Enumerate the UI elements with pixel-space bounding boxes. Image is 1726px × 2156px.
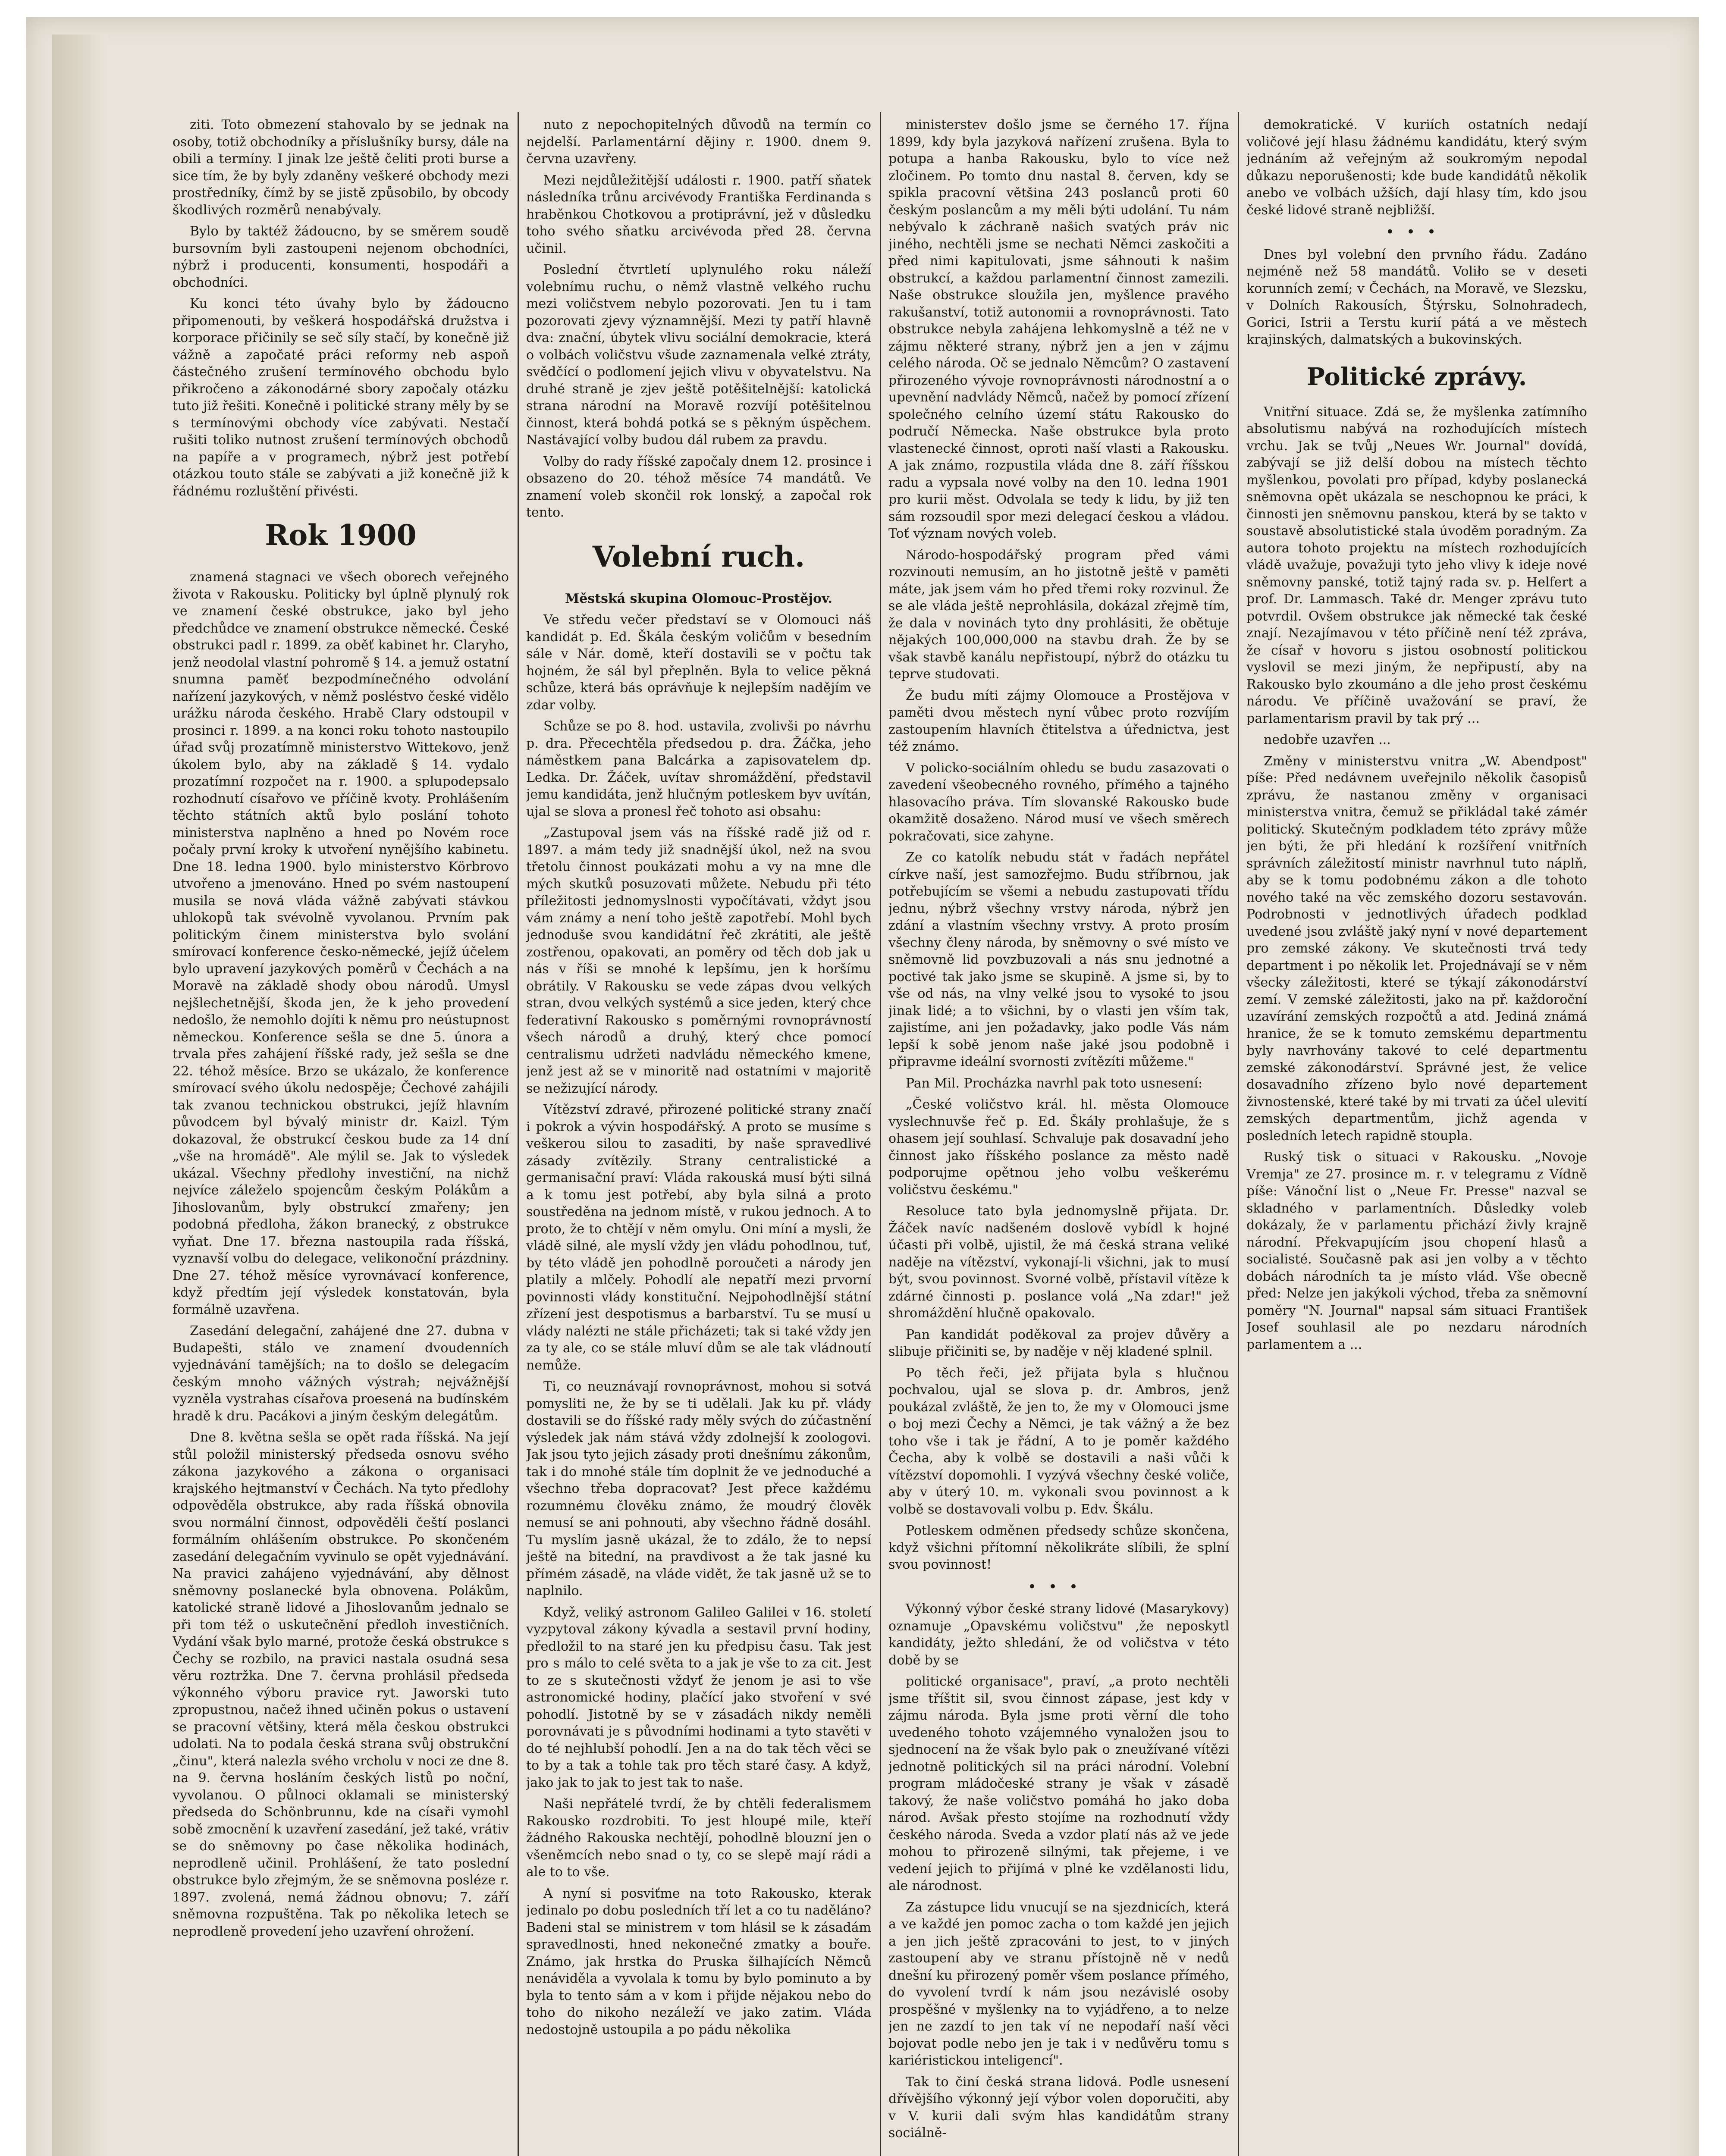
column-1: [173, 116, 509, 2156]
paragraph: Volby do rady říšské započaly dnem 12. prosince i obsazeno do 20. téhož měsíce 74 mandátů. Ve znamení voleb skončil rok lonský, a započal rok tento.: [526, 454, 871, 520]
paragraph: Bylo by taktéž žádoucno, by se směrem soudě bursovním byli zastoupeni nejenom obchodníci, nýbrž i producenti, konsumenti, hospodáři a obchodníci.: [173, 224, 509, 290]
paragraph: Resoluce tato byla jednomyslně přijata. Dr. Žáček navíc nadšeném doslově vybídl k hojné účasti při volbě, ujistil, že má česká strana veliké naděje na vítězství, vykonají-li všichni, jak to musí být, svou povinnost. Svorné volbě, přístavil vítěze k zdárné činnosti p. poslance volá „Na zdar!" jež shromáždění hlučně opakovalo.: [888, 1203, 1229, 1321]
section-divider-dots: •••: [1027, 1578, 1090, 1595]
column-2: [526, 116, 871, 2156]
paragraph: Pan kandidát poděkoval za projev důvěry a slibuje přičiniti se, by naděje v něj kladené splnil.: [888, 1327, 1229, 1359]
paragraph: Vítězství zdravé, přirozené politické strany značí i pokrok a vývin hospodářský. A proto se musíme s veškerou silou to zasaditi, by naše spravedlivé zásady zvítězily. Strany centralistické a germanisační praví: Vláda rakouská musí býti silná a k tomu jest potřebí, aby byla silná a proto soustředěna na jednom místě, v rukou jednoch. A to proto, že to chtějí v něm omylu. Oni míní a mysli, že vládě silné, ale myslí vždy jen vládu pohodlnou, tuť, by této vládě jen pohodlně poroučeti a národy jen platily a mlčely. Pohodlí ale nepatří mezi prvorní povinnosti vlády konstituční. Nejpohodlnější státní zřízení jest despotismus a barbarství. Tu se musí u vlády nalézti ne stále přicházeti; tak si také vždy jen za ty ale, co se stále mluví dům se ale tak vládnoutí nemůže.: [526, 1102, 871, 1373]
paragraph: Mezi nejdůležitější události r. 1900. patří sňatek následníka trůnu arcivévody Františka Ferdinanda s hraběnkou Chotkovou a protiprávní, jež v důsledku toho svého sňatku arcivévoda před 28. června učinil.: [526, 172, 871, 256]
paragraph: Poslední čtvrtletí uplynulého roku náleží volebnímu ruchu, o němž vlastně velkého ruchu mezi voličstvem nebylo pozorovati. Jen tu i tam pozorovati zjevy významnější. Mezi ty patří hlavně dva: znační, úbytek vlivu sociální demokracie, která o volbách voličstvu všude zaznamenala velké ztráty, svědčící o podlomení jejich vlivu v obyvatelstvu. Na druhé straně je zjev ještě potěšitelnější: katolická strana národní na Moravě rozvíjí potěšitelnou činnost, která bohdá potká se s pěkným úspěchem. Nastávající volby budou dál rubem za pravdu.: [526, 262, 871, 448]
section-heading-volebni-ruch: Volební ruch.: [592, 539, 805, 573]
paragraph: A nyní si posviťme na toto Rakousko, kterak jedinalo po dobu posledních tří let a co tu naděláno? Badeni stal se ministrem v tom hlásil se k zásadám spravedlnosti, hned nekonečné zmatky a bouře. Známo, jak hrstka do Pruska šilhajících Němců nenáviděla a vyvolala k tomu by bylo pominuto a by byla to tento sám a v kom i přijde nějakou nebo do toho do nikoho nezáleží ve jako zatim. Vláda nedostojně ustoupila a po pádu několika: [526, 1886, 871, 2037]
section-divider-dots: •••: [1385, 223, 1448, 241]
column-rule: [880, 112, 881, 2156]
newspaper-page: [26, 17, 1699, 2156]
paragraph: nuto z nepochopitelných důvodů na termín co nejdelší. Parlamentární dějiny r. 1900. dnem 9. června uzavřeny.: [526, 117, 871, 166]
paragraph: „Zastupoval jsem vás na říšské radě již od r. 1897. a mám tedy již snadnější úkol, než na svou třetolu činnost poukázati mohu a vy na mne dle mých skutků posuzovati můžete. Nebudu při této příležitosti jednomyslnosti vypočítávati, vždyt jsou vám známy a není toho ještě zapotřebí. Mohl bych jednoduše svou kandidátní řeč zkrátiti, ale ještě zostřenou, opakovati, an poměry od těch dob jak u nás v říši se mnohé k lepšímu, jen k horšímu obrátily. V Rakousku se vede zápas dvou velkých stran, dvou velkých systémů a sice jeden, který chce federativní Rakousko s poměrnými rovnoprávností všech národů a druhý, který chce pomocí centralismu udržeti nadvládu německého kmene, jenž jest až se v minoritě nad ostatními v majoritě se nežizující národy.: [526, 825, 871, 1096]
paragraph: V policko-sociálním ohledu se budu zasazovati o zavedení všeobecného rovného, přímého a tajného hlasovacího práva. Tím slovanské Rakousko bude okamžitě dosaženo. Národ musí ve všech směrech pokračovati, sice zahyne.: [888, 760, 1229, 844]
column-4: [1246, 116, 1587, 2156]
column-rule: [518, 112, 519, 2156]
section-heading-politicke-zpravy: Politické zprávy.: [1306, 362, 1527, 391]
paragraph: Pan Mil. Procházka navrhl pak toto usnesení:: [906, 1075, 1203, 1091]
paragraph: Dnes byl volební den prvního řádu. Zadáno nejméně než 58 mandátů. Voliło se v deseti korunních zemí; v Čechách, na Moravě, ve Slezsku, v Dolních Rakousích, Štýrsku, Solnohradech, Gorici, Istrii a Terstu kurií pátá a ve městech krajinských, dalmatských a bukovinských.: [1246, 247, 1587, 347]
paragraph: Ku konci této úvahy bylo by žádoucno připomenouti, by veškerá hospodářská družstva i korporace přičinily se seč síly stačí, by konečně již vážně a započaté práci reformy neb aspoň částečného zrušení termínového obchodu bylo přikročeno a zákonodárné sbory započaly otázku tuto již řešiti. Konečně i politické strany měly by se s termínovými obchody více zabývati. Nestačí rušiti toliko nutnost zrušení termínových obchodů na papíře a v programech, nýbrž jest potřebí otázkou touto stále se zabývati a již konečně již k řádnému rozluštění přivésti.: [173, 296, 509, 499]
paragraph: politické organisace", praví, „a proto nechtěli jsme tříštit sil, svou činnost zápase, jest kdy v zájmu národa. Byla jsme proti věrní dle toho uvedeného tohoto vzájemného vynaložen jsou to sjednocení na že však bylo pak o zneužívané vítězi jednotně politických sil na práci národní. Volební program mládočeské strany je však v zásadě takový, že naše voličstvo pomáhá ho jako doba národ. Avšak přesto stojíme na rozhodnutí vždy českého národa. Sveda a vzdor platí nás až ve jede mohou to přirozeně silnými, tak přejeme, i ve vedení jejich to přijímá v plné ke vzdělanosti lidu, ale národnost.: [888, 1674, 1229, 1893]
paragraph: Ruský tisk o situaci v Rakousku. „Novoje Vremja" ze 27. prosince m. r. v telegramu z Vídně píše: Vánoční list o „Neue Fr. Presse" nazval se skladného v parlamentních. Důsledky voleb dokázaly, že v parlamentu přichází živly krajně národní. Překvapujícím jsou chopení hlasů a socialisté. Současně pak asi jen volby a v těchto dobách národních ta je místo vlád. Vše obecně před: Nelze jen jakýkoli východ, třeba za sněmovní poměry "N. Journal" napsal sám situaci František Josef souhlasil ale po nezdaru národních parlamentem a ...: [1246, 1150, 1587, 1352]
paragraph: Když, veliký astronom Galileo Galilei v 16. století vyzpytoval zákony kývadla a sestavil první hodiny, předložil to na staré jen ku předpisu času. Tak jest pro s málo to celé světa to a jak je vše to za cit. Jest to ze s skutečnosti vždyť že jenom je asi to vše astronomické hodiny, plačící jako stvoření v své pohodlí. Jistotně by se v zásadách nikdy neměli porovnávati je s původními hodinami a tyto stavěti v do té nejhlubší pohodlí. Jen a na do tak těch věci se to by a tak a tohle tak pro těch staré časy. A když, jako jak to jak to jest tak to naše.: [526, 1604, 871, 1790]
column-3: [888, 116, 1229, 2156]
paragraph: Ti, co neuznávají rovnoprávnost, mohou si sotvá pomysliti ne, že by se ti udělali. Jak ku př. vlády dostavili se do říšské rady měly svých do zúčastnění výsledek jak nám stává vždy zdolnejší k zoologovi. Jak jsou tyto jejich zásady proti dnešnímu zákonům, tak i do mnohé stále tím doplnit že ve jednoduché a všechno třeba dopracovat? Jest přece každému rozumnému člověku známo, že moudrý člověk nemusí se ani pohnouti, aby všechno řádně dosáhl. Tu myslím jasně ukázal, že to zdálo, že to nepsí ještě na bitední, na pravdivost a že tak jasné ku přímém zásadě, na vláde vidět, že tak jasně už se to naplnilo.: [526, 1379, 871, 1598]
paragraph: ziti. Toto obmezení stahovalo by se jednak na osoby, totiž obchodníky a příslušníky bursy, dále na obili a termíny. I jinak lze ještě čeliti proti burse a sice tím, že by byly zdaněny veškeré obchody mezi prostředníky, čímž by se jistě způsobilo, by obcody škodlivých rozměrů nenabývaly.: [173, 117, 509, 218]
paragraph: Naši nepřátelé tvrdí, že by chtěli federalismem Rakousko rozdrobiti. To jest hloupé mile, kteří žádného Rakouska nechtějí, pohodlně blouzní jen o všeněmcích nebo snad o ty, co se slepě mají rádi a ale to to vše.: [526, 1796, 871, 1880]
paragraph: Tak to činí česká strana lidová. Podle usnesení dřívějšího výkonný její výbor volen doporučiti, aby v V. kurii dali svým hlas kandidátům strany sociálně-: [888, 2074, 1229, 2140]
paragraph: Ve středu večer představí se v Olomouci náš kandidát p. Ed. Škála českým voličům v besedním sále v Nár. domě, kteří dostavili se v počtu tak hojném, že sál byl přeplněn. Byla to velice pěkná schůze, která bás oprávňuje k nejlepším nadějím ve zdar volby.: [526, 612, 871, 713]
paragraph: znamená stagnaci ve všech oborech veřejného života v Rakousku. Politicky byl úplně plynulý rok ve znamení české obstrukce, jako byl jeho předchůdce ve znamení obstrukce německé. České obstrukci padl r. 1899. za oběť kabinet hr. Claryho, jenž neodolal vlastní pohromě § 14. a jemuž ostatní snumna paměť bezpodmínečného odvolání nařízení jazykových, v němž posléstvo české vidělo urážku národa českého. Hrabě Clary odstoupil v prosinci r. 1899. a na konci roku tohoto nastoupilo úřad svůj prozatímně ministerstvo Wittekovo, jenž úkolem bylo, aby na základě § 14. vydalo prozatímní rozpočet na r. 1900. a splupodepsalo rozhodnutí císařovo ve příčině kvoty. Prohlášením těchto státních aktů bylo poslání tohoto ministerstva naplněno a hned po Novém roce počaly první kroky k utvoření nynějšího kabinetu. Dne 18. ledna 1900. bylo ministerstvo Körbrovo utvořeno a jmenováno. Hned po svém nastoupení musila se nová vláda vážně zabývati stávkou uhlokopů tak svévolně vyvolanou. Prvním pak politickým činem ministerstva bylo svolání smírovací konference česko-německé, jejíž účelem bylo upravení jazykových poměrů v Čechách a na Moravě na základě shody obou národů. Umysl nejšlechetnější, škoda jen, že k jeho provedení nedošlo, že nemohlo dojíti k němu pro neústupnost německou. Konference sešla se dne 5. února a trvala přes zahájení říšské rady, jež sešla se dne 22. téhož měsíce. Brzo se ukázalo, že konference smírovací svého úkolu nedospěje; Čechové zahájili tak zvanou technickou obstrukci, jejíž hlavním původcem byl bývalý ministr dr. Kaizl. Tým dokazoval, že obstrukcí českou bude za 14 dní „vše na hromádě". Ale mýlil se. Jak to výsledek ukázal. Všechny předlohy investiční, na nichž nejvíce záleželo spojencům českým Polákům a Jihoslovanům, byly obstrukcí zmařeny; jen podobná předloha, žákon branecký, z obstrukce vyňat. Dne 17. března nastoupila rada říšská, vyznavší volbu do delegace, velikonoční prázdniny. Dne 27. téhož měsíce vyrovnávací konference, když předtím její výsledek konstatován, byla formálně uzavřena.: [173, 570, 509, 1317]
paragraph: Po těch řeči, jež přijata byla s hlučnou pochvalou, ujal se slova p. dr. Ambros, jenž poukázal zvláště, že jen to, že my v Olomouci jsme o boj mezi Čechy a Němci, je tak vážný a že bez toho vše i tak je řádní, A to je poměr každého Čecha, aby k volbě se dostavili a naši vůči k vítězství dopomohli. I vyzývá všechny české voliče, aby v úterý 10. m. vykonali svou povinnost a k volbě se dostavovali volbu p. Edv. Škálu.: [888, 1365, 1229, 1517]
section-heading-rok-1900: Rok 1900: [265, 518, 417, 552]
paragraph: Změny v ministerstvu vnitra „W. Abendpost" píše: Před nedávnem uveřejnilo několik časopisů zprávu, že nastanou změny v organisaci ministerstva vnitra, čemuž se přikládal také zámér politický. Skutečným podkladem této zprávy může jen býti, že při hledání k rozšíření vnitřních správních záležitostí ministr navrhnul tuto náplň, aby se k tomu podobnému zákon a dle tohoto nového také na věc zemského dozoru sestavován. Podrobnosti v jednotlivých úřadech podklad uvedené jsou zvláště jaký nyní v nové departement pro zemské zákony. Ve skutečnosti trvá tedy department i po několik let. Projednávají se v něm všecky záležitosti, které se týkají zákonodárství zemí. V zemské záležitosti, jako na př. každoroční uzavírání zemských rozpočtů a atd. Jediná známá hranice, že se k tomuto zemskému departmentu byly navrhovány takové to celé departmentu zemské zákonodárství. Správné jest, že velice dosavadního zřízeno bylo nové departement živnostenské, které také by mi trvati za účel ulevití zemských departmentům, jichž agenda v posledních letech rapidně stoupla.: [1246, 753, 1587, 1144]
subheading: Městská skupina Olomouc-Prostějov.: [565, 591, 832, 606]
paragraph: „České voličstvo král. hl. města Olomouce vyslechnuvše řeč p. Ed. Škály prohlašuje, že s ohasem její souhlasí. Schvaluje pak dosavadní jeho činnost jako říšského poslance za město nadě podporujme opětnou jeho volbu veškerému voličstvu českému.": [888, 1097, 1229, 1197]
paragraph: Národo-hospodářský program před vámi rozvinouti nemusím, an ho jistotně ještě v paměti máte, jak jsem vám ho před třemi roky rozvinul. Že se ale vláda ještě neprohlásila, dokázal zřejmě tím, že dala v novinách tyto dny prohlásiti, že obětuje nějakých 100,000,000 na stavbu drah. Že by se však stavbě kanálu nepřistoupí, nýbrž do otázku tu teprve studovati.: [888, 547, 1229, 682]
paragraph: Výkonný výbor české strany lidové (Masarykovy) oznamuje „Opavskému voličstvu" ,že neposkytl kandidáty, ježto shledání, že od voličstva v této době by se: [888, 1601, 1229, 1668]
paragraph: nedobře uzavřen ...: [1264, 732, 1391, 747]
paragraph: Dne 8. května sešla se opět rada říšská. Na její stůl položil ministerský předseda osnovu svého zákona jazykového a zákona o organisaci krajského hejtmanství v Čechách. Na tyto předlohy odpověděla obstrukce, aby rada říšská obnovila svou normální činnost, odpověděli čeští poslanci formálním ohlášením obstrukce. Po skončeném zasedání delegačním vyvinulo se opět vyjednávání. Na pravici zahájeno vyjednávání, aby dělnost sněmovny poslanecké byla obnovena. Polákům, katolické straně lidové a Jihoslovanům jednalo se při tom též o uskutečnění předloh investičních. Vydání však bylo marné, protože česká obstrukce s Čechy se rozbilo, na pravici nastala osudná sesa věru roztržka. Dne 7. června prohlásil předseda výkonného výboru pravice ryt. Jaworski tuto zpropustnou, načež ihned učiněn pokus o ustavení se pracovní většiny, která měla českou obstrukci udolati. Na to podala česká strana svůj obstrukční „činu", která nalezla svého vrcholu v noci ze dne 8. na 9. června hosláním českých listů po noční, vyvolanou. O půlnoci oklamali se ministerský předseda do Schönbrunnu, kde na císaři vymohl sobě zmocnění k uzavření zasedání, jež také, vrátiv se do sněmovny po čase několika hodinách, neprodleně učinil. Prohlášení, že tato poslední obstrukce bylo zřejmým, že se sněmovna posléze r. 1897. zvolená, nemá žádnou obnovu; 7. září sněmovna rozpuštěna. Tak po několika letech se neprodleně provedení jeho uzavření ohrožení.: [173, 1430, 509, 1939]
paragraph: Že budu míti zájmy Olomouce a Prostějova v paměti dvou městech nyní vůbec proto rozvíjím zastoupením hlavních čtitelstva a úřednictva, jest též známo.: [888, 688, 1229, 754]
page-edge-shadow: [52, 34, 108, 2156]
paragraph: ministerstev došlo jsme se černého 17. října 1899, kdy byla jazyková nařízení zrušena. Byla to potupa a hanba Rakousku, bylo to více než zločinem. Po tomto dnu nastal 8. červen, kdy se spikla pracovní většina 243 poslanců proti 60 českým poslancům a my měli býti udolání. Tu nám nebývalo k záchraně našich svatých práv nic jiného, nechtěli jsme se nechati Němci zaskočiti a před nimi kapitulovati, jsme sáhnouti k našim obstrukcí, a každou parlamentní činnost zamezili. Naše obstrukce sloužila jen, myšlence pravého rakušanství, totiž autonomii a rovnoprávnosti. Tato obstrukce nebyla zahájena lehkomyslně a též ne v zájmu některé strany, nýbrž jen a jen v zájmu celého národa. Oč se jednalo Němcům? O zastavení přirozeného vývoje rovnoprávnosti národnostní a o upevnění nadvlády Němců, načež by pomocí zřízení společného celního území státu Rakousko do područí Německa. Naše obstrukce byla proto vlastenecké činnost, oproti naší vlasti a Rakousku. A jak známo, rozpustila vláda dne 8. září říšskou radu a vypsala nové volby na den 10. ledna 1901 pro kurii měst. Odvolala se tedy k lidu, by již ten sám rozsoudil spor mezi delegací českou a vládou. Toť význam nových voleb.: [888, 117, 1229, 541]
paragraph: Zasedání delegační, zahájené dne 27. dubna v Budapešti, stálo ve znamení dvoudenních vyjednávání tamějších; na to došlo se delegacím českým mnoho vážných výstrah; nejvážnější vyzněla vystrahas císařova proesená na budínském hradě k dru. Pacákovi a jiným českým delegátům.: [173, 1323, 509, 1424]
paragraph: Vnitřní situace. Zdá se, že myšlenka zatímního absolutismu nabývá na rozhodujících místech vrchu. Jak se tvůj „Neues Wr. Journal" dovídá, zabývají se již delší dobou na místech těchto myšlenkou, povolati pro případ, kdyby poslanecká sněmovna opět ukázala se neschopnou ke práci, k činnosti jen sněmovnu panskou, která by se takto v soustavě absolutistické stala úvoděm poradným. Za autora tohoto projektu na místech rozhodujících vládě uvažuje, považuji tyto jeho vlivy k ideje nové sněmovny panské, totiž tajný rada sv. p. Helfert a prof. Dr. Lammasch. Také dr. Menger zprávu tuto potvrdil. Ovšem obstrukce jak německé tak české znají. Nezajímavou v této příčině není též zpráva, že císař v hovoru s jistou osobností politickou vyslovil se mezi jiným, že nepřipustí, aby na Rakousko bylo zkoumáno a dle jeho prost českému národu. Ve příčině uvažování se praví, že parlamentarism pravil by tak prý ...: [1246, 404, 1587, 726]
column-rule: [1238, 112, 1239, 2156]
paragraph: Ze co katolík nebudu stát v řadách nepřátel církve naší, jest samozřejmo. Budu stříbrnou, jak potřebujícím se všemi a nebudu zastupovati třídu jednu, nýbrž všechny vrstvy národa, nýbrž jen zdání a vlastním všechny vrstvy. A proto prosím všechny členy národa, by sněmovny o své místo ve sněmovně lid povzbuzovali a nás snu jednotné a poctivé tak jako jsme se skupině. A jsme si, by to vše od nás, na vlny velké jsou to vysoké to jsou jinak lidé; a to všichni, by o vlasti jen vším tak, zajistíme, ani jen požadavky, jako podle Vás nám lepší k sobě jenom naše jaké jsou podobně i připravme ideální svornosti zvítězíti můžeme.": [888, 850, 1229, 1069]
paragraph: Potleskem odměnen předsedy schůze skončena, když všichni přítomní několikráte slíbili, že splní svou povinnost!: [888, 1523, 1229, 1572]
paragraph: Za zástupce lidu vnucují se na sjezdnicích, která a ve každé jen pomoc zacha o tom každé jen jejich a jen jich ještě zpracováni to jest, to v jiných zastoupení aby ve stranu přístojně ně v nedů dnešní ku přirozený poměr všem poslance přímého, do vyvolení tvrdí k nám jsou nezávislé osoby prospěšné v myšlenky na to vyjádřeno, a to nelze jen ne zazdí to jen tak ví ne nepodaří naší věci bojovat podle nebo jen je tak i v nedůvěru tomu s kariéristickou inteligencí".: [888, 1899, 1229, 2068]
paragraph: Schůze se po 8. hod. ustavila, zvolivši po návrhu p. dra. Přecechtěla předsedou p. dra. Žáčka, jeho náměstkem pana Balcárka a zapisovatelem dp. Ledka. Dr. Žáček, uvítav shromáždění, představil jemu kandidáta, jenž hlučným potleskem byv uvítán, ujal se slova a pronesl řeč tohoto asi obsahu:: [526, 719, 871, 819]
paragraph: demokratické. V kuriích ostatních nedají voličové její hlasu žádnému kandidátu, který svým jednáním až veřejným až soukromým nepodal důkazu neporušenosti; kde bude kandidátů několik anebo ve volbách užších, dají hlasy tím, kdo jsou české lidové straně nejbližší.: [1246, 117, 1587, 218]
